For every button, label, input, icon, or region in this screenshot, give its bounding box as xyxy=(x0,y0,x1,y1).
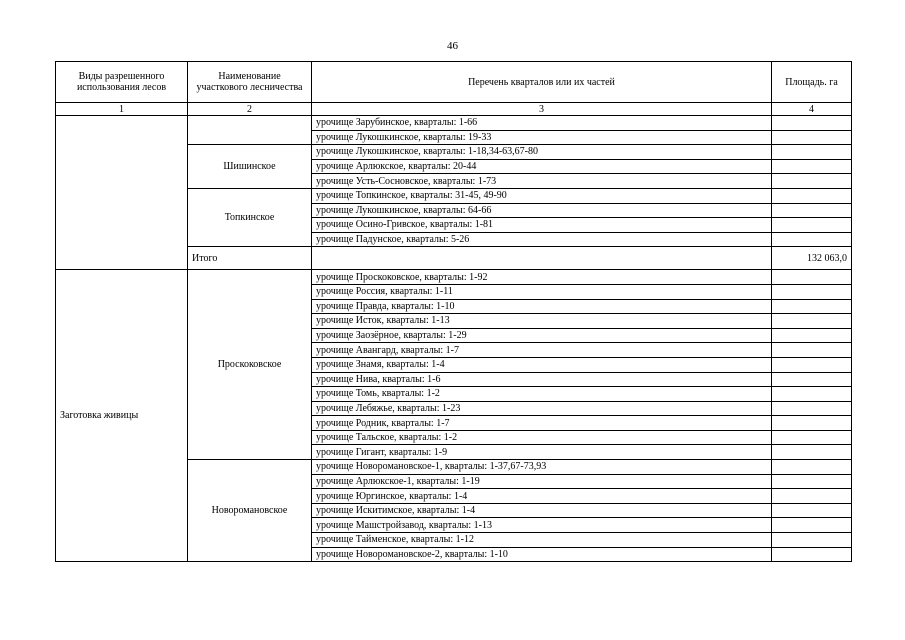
area-cell xyxy=(772,357,852,372)
area-cell xyxy=(772,218,852,233)
area-cell xyxy=(772,232,852,247)
quarters-cell: урочище Россия, кварталы: 1-11 xyxy=(312,284,772,299)
area-cell xyxy=(772,460,852,475)
area-cell xyxy=(772,159,852,174)
header-forestry-name: Наименование участкового лесничества xyxy=(188,62,312,103)
quarters-cell: урочище Исток, кварталы: 1-13 xyxy=(312,314,772,329)
quarters-cell: урочище Усть-Сосновское, кварталы: 1-73 xyxy=(312,174,772,189)
area-cell xyxy=(772,203,852,218)
total-label: Итого xyxy=(188,247,312,270)
quarters-cell: урочище Тальское, кварталы: 1-2 xyxy=(312,430,772,445)
area-cell xyxy=(772,174,852,189)
area-cell xyxy=(772,387,852,402)
area-cell xyxy=(772,430,852,445)
area-cell xyxy=(772,474,852,489)
area-cell xyxy=(772,284,852,299)
col-number: 1 xyxy=(56,103,188,116)
quarters-cell: урочище Проскоковское, кварталы: 1-92 xyxy=(312,270,772,285)
area-cell xyxy=(772,445,852,460)
quarters-cell: урочище Правда, кварталы: 1-10 xyxy=(312,299,772,314)
quarters-cell: урочище Арлюкское, кварталы: 20-44 xyxy=(312,159,772,174)
area-cell xyxy=(772,518,852,533)
quarters-cell: урочище Томь, кварталы: 1-2 xyxy=(312,387,772,402)
area-cell xyxy=(772,130,852,145)
quarters-cell: урочище Новоромановское-2, кварталы: 1-10 xyxy=(312,547,772,562)
column-number-row xyxy=(56,103,852,116)
col-number: 3 xyxy=(312,103,772,116)
quarters-cell: урочище Новоромановское-1, кварталы: 1-37,67-73,93 xyxy=(312,460,772,475)
quarters-cell: урочище Заозёрное, кварталы: 1-29 xyxy=(312,328,772,343)
quarters-cell: урочище Искитимское, кварталы: 1-4 xyxy=(312,503,772,518)
table-header-row xyxy=(56,62,852,103)
quarters-cell: урочище Осино-Гривское, кварталы: 1-81 xyxy=(312,218,772,233)
quarters-cell: урочище Авангард, кварталы: 1-7 xyxy=(312,343,772,358)
forest-usage-table xyxy=(55,61,852,562)
col-number: 4 xyxy=(772,103,852,116)
forestry-name-proskokovskoe: Проскоковское xyxy=(188,270,312,460)
total-area: 132 063,0 xyxy=(772,247,852,270)
forestry-name-shishinskoe: Шишинское xyxy=(188,145,312,189)
area-cell xyxy=(772,116,852,131)
area-cell xyxy=(772,401,852,416)
forestry-name-novoromanovskoe: Новоромановское xyxy=(188,460,312,562)
quarters-cell: урочище Лукошкинское, кварталы: 19-33 xyxy=(312,130,772,145)
quarters-cell: урочище Лукошкинское, кварталы: 64-66 xyxy=(312,203,772,218)
header-usage-type: Виды разрешенного использования лесов xyxy=(56,62,188,103)
quarters-cell: урочище Зарубинское, кварталы: 1-66 xyxy=(312,116,772,131)
quarters-cell: урочище Лукошкинское, кварталы: 1-18,34-63,67-80 xyxy=(312,145,772,160)
area-cell xyxy=(772,188,852,203)
area-cell xyxy=(772,503,852,518)
usage-type-cell xyxy=(56,116,188,270)
forestry-name-topkinskoe: Топкинское xyxy=(188,188,312,246)
col-number: 2 xyxy=(188,103,312,116)
quarters-cell: урочище Машстройзавод, кварталы: 1-13 xyxy=(312,518,772,533)
area-cell xyxy=(772,145,852,160)
forestry-cell xyxy=(188,116,312,145)
area-cell xyxy=(772,372,852,387)
quarters-cell: урочище Знамя, кварталы: 1-4 xyxy=(312,357,772,372)
page-number: 46 xyxy=(447,40,458,52)
area-cell xyxy=(772,547,852,562)
quarters-cell: урочище Юргинское, кварталы: 1-4 xyxy=(312,489,772,504)
quarters-cell: урочище Тайменское, кварталы: 1-12 xyxy=(312,533,772,548)
quarters-cell: урочище Арлюкское-1, кварталы: 1-19 xyxy=(312,474,772,489)
area-cell xyxy=(772,489,852,504)
quarters-cell: урочище Топкинское, кварталы: 31-45, 49-90 xyxy=(312,188,772,203)
quarters-cell xyxy=(312,247,772,270)
table-row xyxy=(56,116,852,131)
usage-type-resin-harvesting: Заготовка живицы xyxy=(56,270,188,562)
quarters-cell: урочище Падунское, кварталы: 5-26 xyxy=(312,232,772,247)
area-cell xyxy=(772,299,852,314)
quarters-cell: урочище Родник, кварталы: 1-7 xyxy=(312,416,772,431)
area-cell xyxy=(772,328,852,343)
table-row xyxy=(56,270,852,285)
area-cell xyxy=(772,314,852,329)
quarters-cell: урочище Гигант, кварталы: 1-9 xyxy=(312,445,772,460)
quarters-cell: урочище Лебяжье, кварталы: 1-23 xyxy=(312,401,772,416)
header-quarters-list: Перечень кварталов или их частей xyxy=(312,62,772,103)
header-area: Площадь. га xyxy=(772,62,852,103)
quarters-cell: урочище Нива, кварталы: 1-6 xyxy=(312,372,772,387)
area-cell xyxy=(772,270,852,285)
area-cell xyxy=(772,343,852,358)
area-cell xyxy=(772,416,852,431)
area-cell xyxy=(772,533,852,548)
